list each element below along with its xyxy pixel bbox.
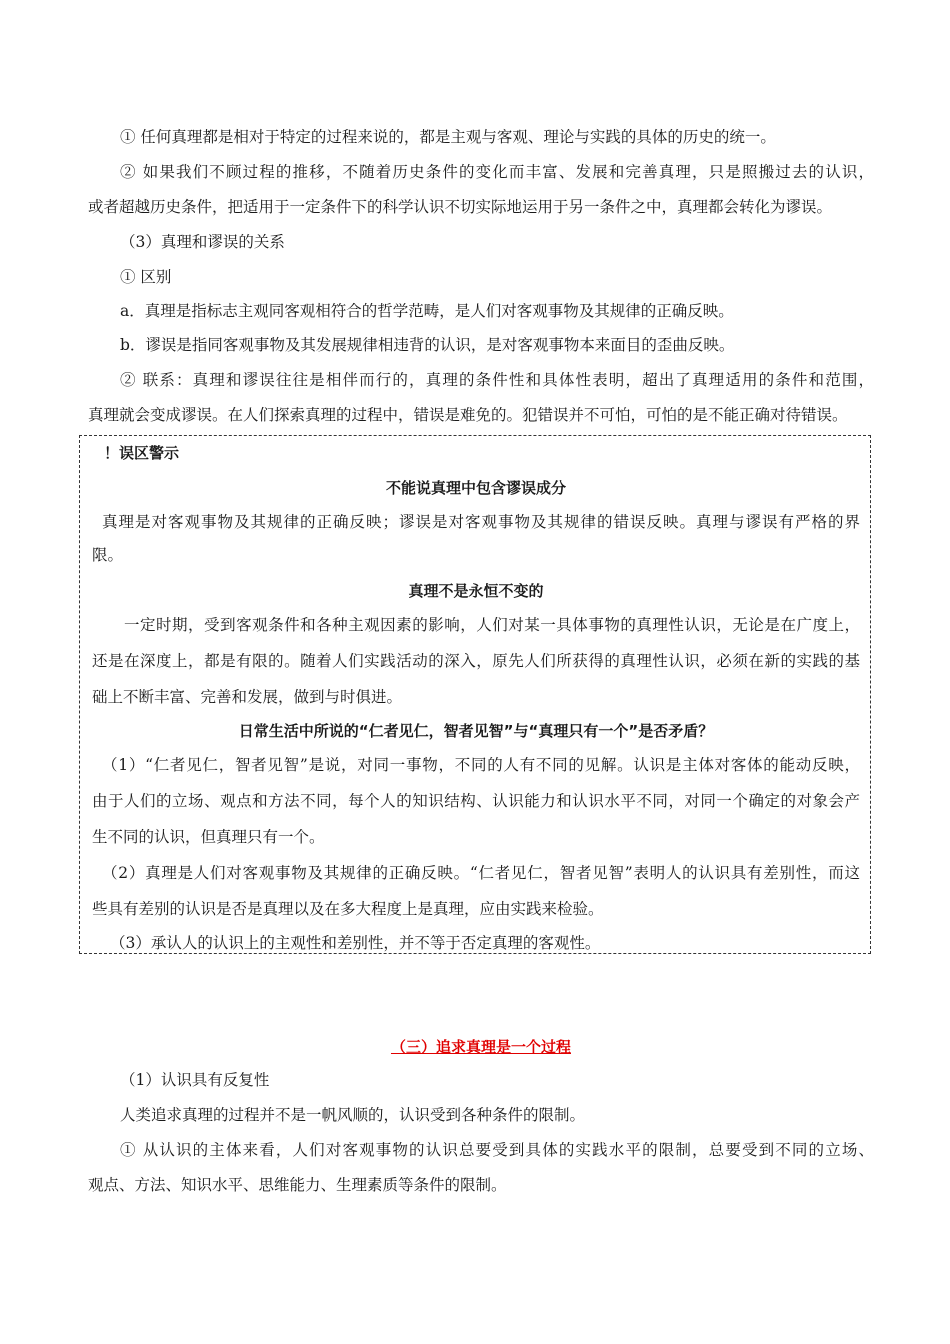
paragraph-subject-line2: 观点、方法、知识水平、思维能力、生理素质等条件的限制。	[88, 1176, 507, 1194]
warning-title: ！误区警示	[104, 444, 180, 462]
paragraph-difference-b: b．谬误是指同客观事物及其发展规律相违背的认识，是对客观事物本来面目的歪曲反映。	[120, 336, 735, 354]
paragraph-subject-line1: ① 从认识的主体来看，人们对客观事物的认识总要受到具体的实践水平的限制，总要受到不同的立场、	[120, 1141, 874, 1159]
box-paragraph-2-line3: 础上不断丰富、完善和发展，做到与时俱进。	[92, 688, 403, 706]
box-heading-1: 不能说真理中包含谬误成分	[385, 479, 566, 497]
paragraph-process-line2: 或者超越历史条件，把适用于一定条件下的科学认识不切实际地运用于另一条件之中，真理都会转化为谬误。	[88, 198, 833, 216]
box-paragraph-4-line1: （2）真理是人们对客观事物及其规律的正确反映。“仁者见仁，智者见智”表明人的认识具有差别性，而这	[102, 864, 860, 882]
box-paragraph-5: （3）承认人的认识上的主观性和差别性，并不等于否定真理的客观性。	[110, 934, 601, 952]
heading-truth-error-relation: （3）真理和谬误的关系	[120, 233, 285, 251]
box-paragraph-4-line2: 些具有差别的认识是否是真理以及在多大程度上是真理，应由实践来检验。	[92, 900, 604, 918]
misconception-warning-box	[79, 435, 871, 954]
paragraph-truth-relative: ① 任何真理都是相对于特定的过程来说的，都是主观与客观、理论与实践的具体的历史的统一。	[120, 128, 776, 146]
paragraph-process-line1: ② 如果我们不顾过程的推移，不随着历史条件的变化而丰富、发展和完善真理，只是照搬过去的认识，	[120, 163, 874, 181]
box-heading-2: 真理不是永恒不变的	[408, 582, 544, 600]
section-heading-pursuit: （三）追求真理是一个过程	[390, 1038, 571, 1056]
box-paragraph-1-line1: 真理是对客观事物及其规律的正确反映；谬误是对客观事物及其规律的错误反映。真理与谬误有严格的界	[102, 513, 860, 531]
box-paragraph-2-line2: 还是在深度上，都是有限的。随着人们实践活动的深入，原先人们所获得的真理性认识，必须在新的实践的基	[92, 652, 860, 670]
box-paragraph-3-line3: 生不同的认识，但真理只有一个。	[92, 828, 325, 846]
paragraph-connection-line1: ② 联系：真理和谬误往往是相伴而行的，真理的条件性和具体性表明，超出了真理适用的条件和范围，	[120, 371, 874, 389]
box-paragraph-3-line2: 由于人们的立场、观点和方法不同，每个人的知识结构、认识能力和认识水平不同，对同一个确定的对象会产	[92, 792, 860, 810]
box-paragraph-2-line1: 一定时期，受到客观条件和各种主观因素的影响，人们对某一具体事物的真理性认识，无论是在广度上，	[124, 616, 860, 634]
heading-repetitiveness: （1）认识具有反复性	[120, 1071, 270, 1089]
paragraph-connection-line2: 真理就会变成谬误。在人们探索真理的过程中，错误是难免的。犯错误并不可怕，可怕的是不能正确对待错误。	[88, 406, 848, 424]
box-heading-3: 日常生活中所说的“仁者见仁，智者见智”与“真理只有一个”是否矛盾？	[238, 722, 714, 740]
box-paragraph-1-line2: 限。	[92, 546, 124, 564]
paragraph-difference-a: a．真理是指标志主观同客观相符合的哲学范畴，是人们对客观事物及其规律的正确反映。	[120, 302, 734, 320]
paragraph-pursuit-intro: 人类追求真理的过程并不是一帆风顺的，认识受到各种条件的限制。	[120, 1106, 586, 1124]
box-paragraph-3-line1: （1）“仁者见仁，智者见智”是说，对同一事物，不同的人有不同的见解。认识是主体对客体的能动反映，	[102, 756, 860, 774]
heading-difference: ① 区别	[120, 268, 172, 286]
